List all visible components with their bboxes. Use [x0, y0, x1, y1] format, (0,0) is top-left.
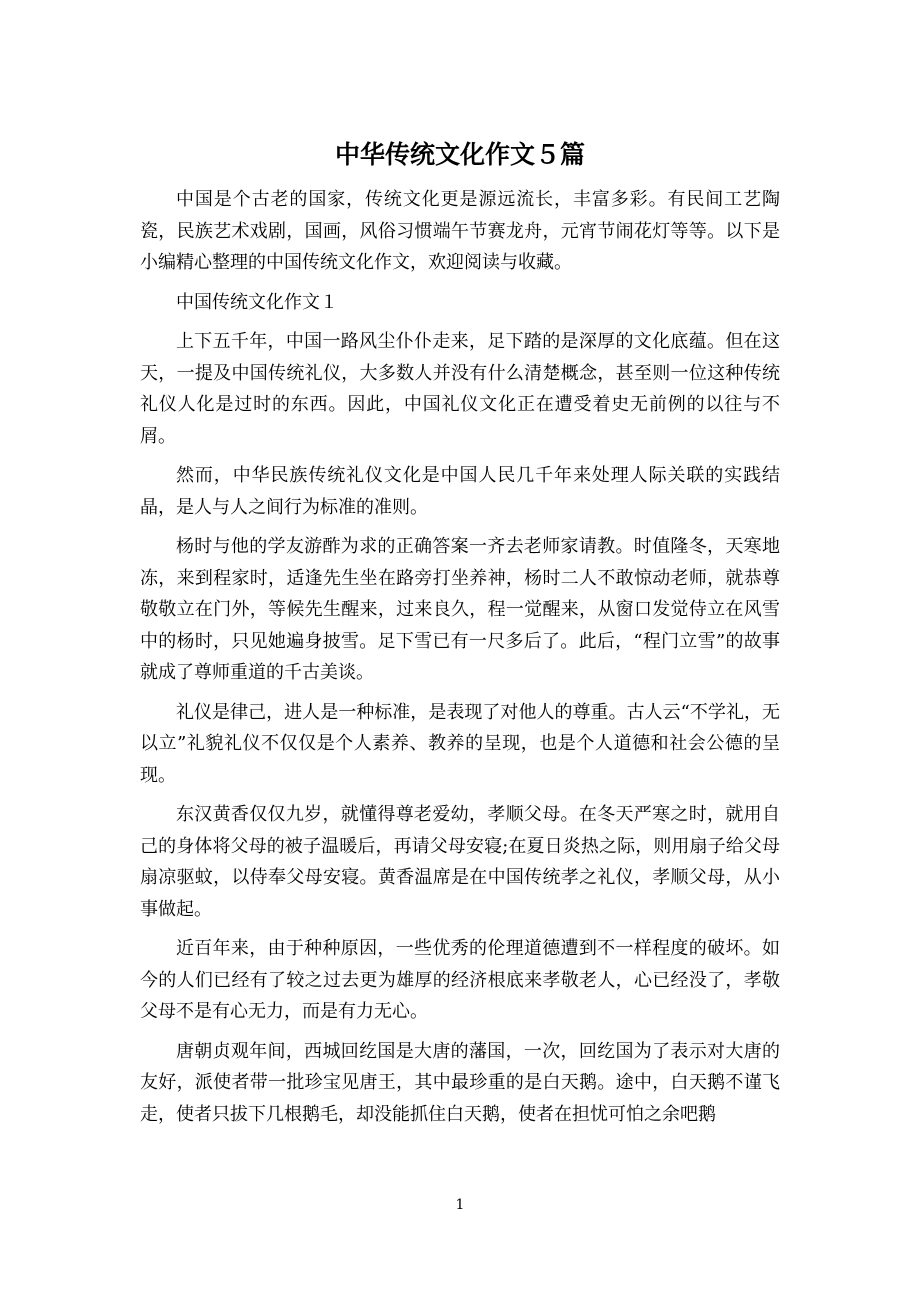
body-paragraph: 唐朝贞观年间，西城回纥国是大唐的藩国，一次，回纥国为了表示对大唐的友好，派使者带一批珍宝见唐王，其中最珍重的是白天鹅。途中，白天鹅不谨飞走，使者只拔下几根鹅毛，却没能抓住白天鹅，使者在担忧可怕之余吧鹅	[140, 1040, 780, 1125]
intro-paragraph: 中国是个古老的国家，传统文化更是源远流长，丰富多彩。有民间工艺陶瓷，民族艺术戏剧，国画，风俗习惯端午节赛龙舟，元宵节闹花灯等等。以下是小编精心整理的中国传统文化作文，欢迎阅读与收藏。	[140, 189, 780, 273]
body-paragraph: 近百年来，由于种种原因，一些优秀的伦理道德遭到不一样程度的破坏。如今的人们已经有了较之过去更为雄厚的经济根底来孝敬老人，心已经没了，孝敬父母不是有心无力，而是有力无心。	[140, 938, 780, 1022]
document-body	[140, 184, 780, 1138]
body-paragraph: 上下五千年，中国一路风尘仆仆走来，足下踏的是深厚的文化底蕴。但在这天，一提及中国传统礼仪，大多数人并没有什么清楚概念，甚至则一位这种传统礼仪人化是过时的东西。因此，中国礼仪文化正在遭受着史无前例的以往与不屑。	[140, 331, 780, 447]
body-paragraph: 东汉黄香仅仅九岁，就懂得尊老爱幼，孝顺父母。在冬天严寒之时，就用自己的身体将父母的被子温暖后，再请父母安寝;在夏日炎热之际，则用扇子给父母扇凉驱蚊，以侍奉父母安寝。黄香温席是在中国传统孝之礼仪，孝顺父母，从小事做起。	[140, 804, 780, 920]
document-title: 中华传统文化作文５篇	[334, 140, 585, 169]
body-paragraph: 礼仪是律己，进人是一种标准，是表现了对他人的尊重。古人云“不学礼，无以立”礼貌礼仪不仅仅是个人素养、教养的呈现，也是个人道德和社会公德的呈现。	[140, 701, 780, 786]
body-paragraph: 杨时与他的学友游酢为求的正确答案一齐去老师家请教。时值隆冬，天寒地冻，来到程家时，适逢先生坐在路旁打坐养神，杨时二人不敢惊动老师，就恭尊敬敬立在门外，等候先生醒来，过来良久，程一觉醒来，从窗口发觉侍立在风雪中的杨时，只见她遍身披雪。足下雪已有一尺多后了。此后，“程门立雪”的故事就成了尊师重道的千古美谈。	[140, 536, 780, 683]
section-heading: 中国传统文化作文１	[176, 291, 338, 313]
body-paragraph: 然而，中华民族传统礼仪文化是中国人民几千年来处理人际关联的实践结晶，是人与人之间行为标准的准则。	[140, 465, 780, 518]
page-number: 1	[455, 1197, 465, 1213]
